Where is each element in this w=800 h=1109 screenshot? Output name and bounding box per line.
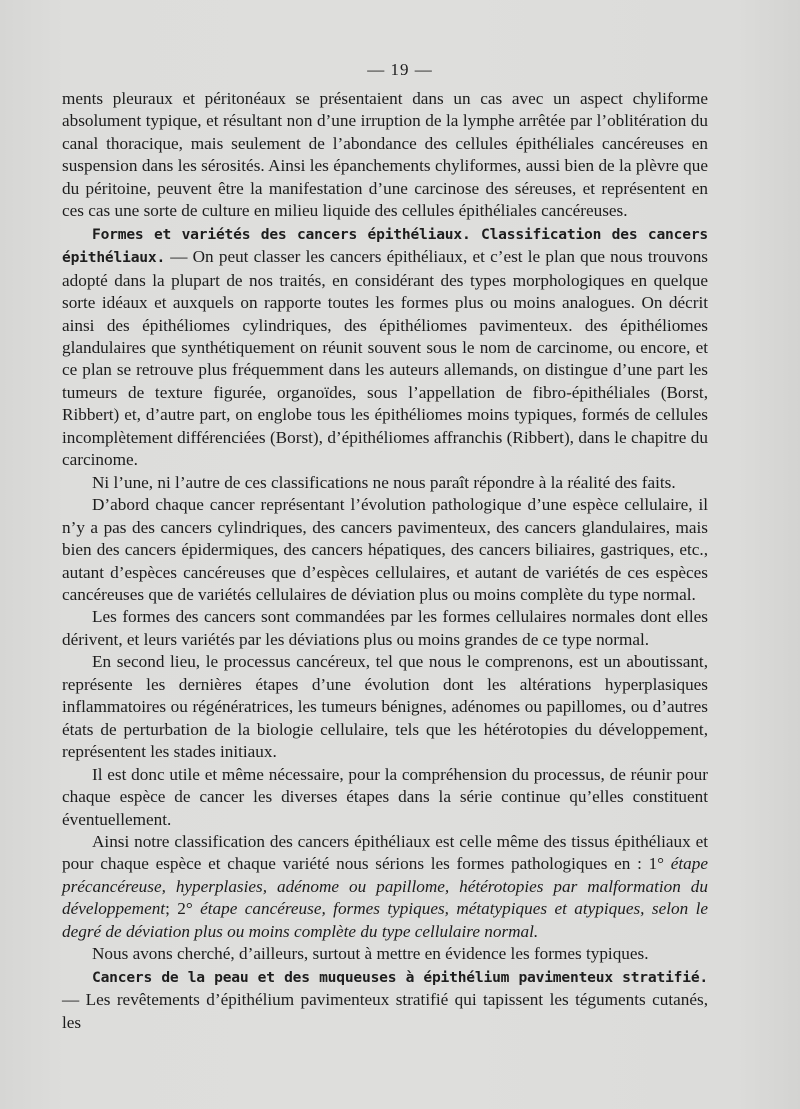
paragraph	[62, 966, 708, 1034]
page-number: — 19 —	[367, 60, 433, 79]
italic-text: étape cancéreuse, formes typiques, métatypiques et atypiques, selon le degré de déviation plus ou moins complète du type cellulaire normal.	[62, 899, 708, 941]
paragraph-text: — Les revêtements d’épithélium pavimenteux stratifié qui tapissent les téguments cutanés, les	[62, 990, 708, 1032]
paragraph: Les formes des cancers sont commandées par les formes cellulaires normales dont elles dérivent, et leurs variétés par les déviations plus ou moins grandes de ce type normal.	[62, 607, 708, 649]
paragraph: Ni l’une, ni l’autre de ces classifications ne nous paraît répondre à la réalité des faits.	[92, 472, 676, 492]
italic-text: étape précancéreuse, hyperplasies, adénome ou papillome, hétérotopies par malformation du développement	[62, 854, 708, 919]
paragraph-text: Ainsi notre classification des cancers épithéliaux est celle même des tissus épithéliaux et pour chaque espèce et chaque variété nous sérions les formes pathologiques en : 1°	[62, 831, 708, 874]
section-heading: Formes et variétés des cancers épithéliaux. Classification des cancers épithéliaux.	[62, 225, 708, 267]
paragraph	[62, 223, 708, 472]
paragraph: En second lieu, le processus cancéreux, tel que nous le comprenons, est un aboutissant, représente les dernières étapes d’une évolution dont les altérations hyperplasiques inflammatoires ou régénératrices, les tumeurs bénignes, adénomes ou papillomes, ou d’autres états de perturbation de la biologie cellulaire, tels que les hétérotopies du développement, représentent les stades initiaux.	[62, 652, 708, 762]
paragraph: Nous avons cherché, d’ailleurs, surtout à mettre en évidence les formes typiques.	[92, 944, 649, 964]
body-text	[62, 88, 708, 1034]
paragraph	[62, 831, 708, 943]
paragraph: D’abord chaque cancer représentant l’évolution pathologique d’une espèce cellulaire, il n’y a pas des cancers cylindriques, des cancers pavimenteux, des cancers glandulaires, mais bien des cancers épidermiques, des cancers hépatiques, des cancers biliaires, gastriques, etc., autant d’espèces cancéreuses que d’espèces cellulaires, et autant de variétés de ces espèces cancéreuses que de variétés cellulaires de déviation plus ou moins complète du type normal.	[62, 495, 708, 604]
paragraph-text: — On peut classer les cancers épithéliaux, et c’est le plan que nous trouvons adopté dans la plupart de nos traités, en considérant des types morphologiques en quelque sorte idéaux et auxquels on rapporte toutes les formes plus ou moins analogues. On décrit ainsi des épithéliomes cylindriques, des épithéliomes pavimenteux. des épithéliomes glandulaires que synthétiquement on réunit souvent sous le nom de carcinome, ou encore, et ce plan se retrouve plus fréquemment dans les auteurs allemands, on distingue d’une part les tumeurs de texture figurée, organoïdes, sous l’appellation de fibro-épithéliales (Borst, Ribbert) et, d’autre part, on englobe tous les épithéliomes moins typiques, formés de cellules incomplètement différenciées (Borst), d’épithéliomes affranchis (Ribbert), dans le chapitre du carcinome.	[62, 247, 708, 470]
paragraph-text: ; 2°	[165, 899, 201, 919]
section-heading: Cancers de la peau et des muqueuses à épithélium pavimenteux stratifié.	[92, 968, 708, 986]
paragraph: Il est donc utile et même nécessaire, pour la compréhension du processus, de réunir pour chaque espèce de cancer les diverses étapes dans la série continue qu’elles constituent éventuellement.	[62, 764, 708, 829]
paragraph: ments pleuraux et péritonéaux se présentaient dans un cas avec un aspect chyliforme absolument typique, et résultant non d’une irruption de la lymphe arrêtée par l’oblitération du canal thoracique, mais seulement de l’abondance des cellules épithéliales cancéreuses en suspension dans les sérosités. Ainsi les épanchements chyliformes, aussi bien de la plèvre que du péritoine, peuvent être la manifestation d’une carcinose des séreuses, et représentent en ces cas une sorte de culture en milieu liquide des cellules épithéliales cancéreuses.	[62, 89, 708, 221]
